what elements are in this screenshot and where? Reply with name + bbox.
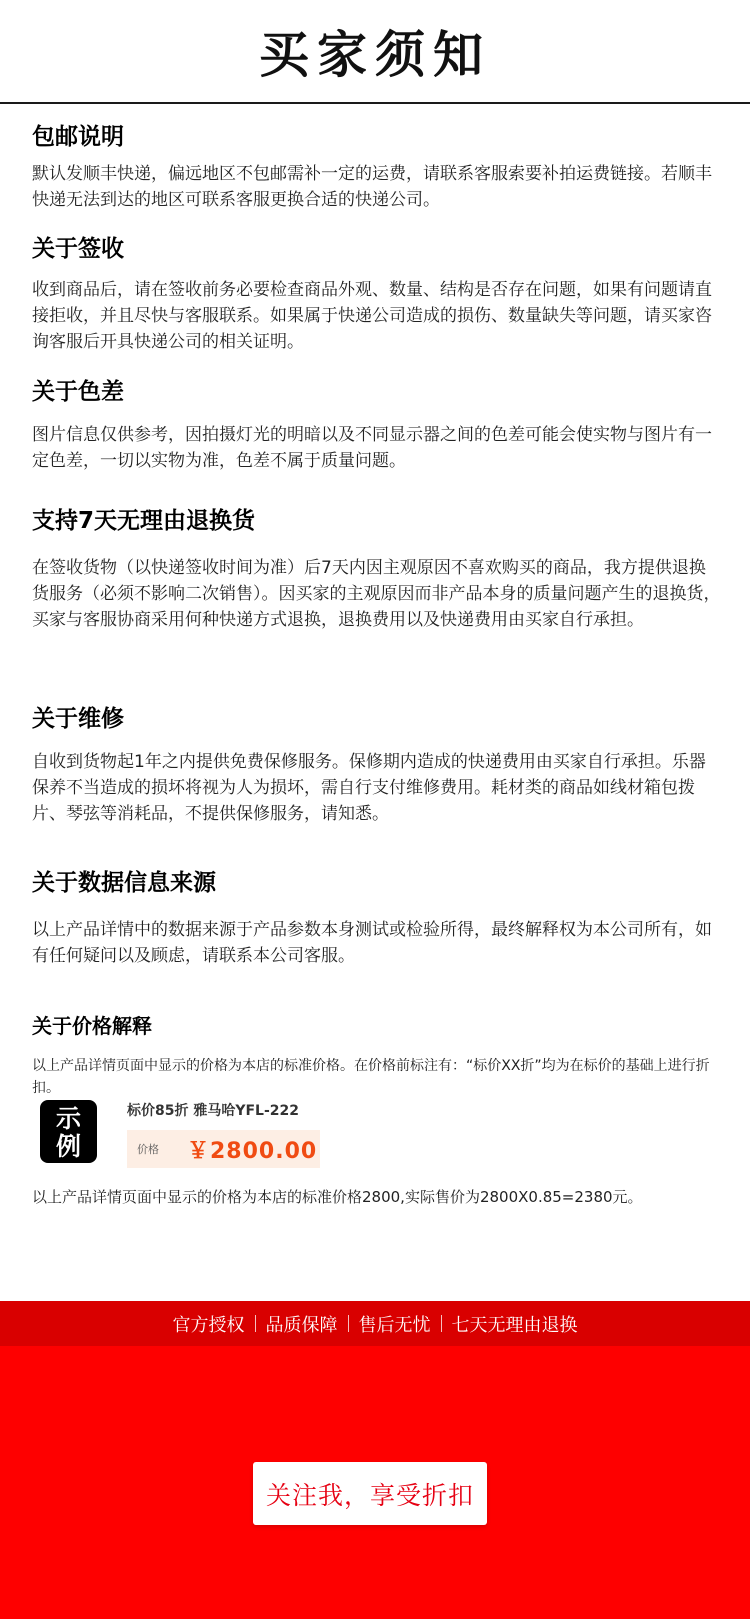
section-body-sign: 收到商品后，请在签收前务必要检查商品外观、数量、结构是否存在问题，如果有问题请直接拒收，并且尽快与客服联系。如果属于快递公司造成的损伤、数量缺失等问题，请买家咨询客服后开具快递公司的相关证明。: [32, 280, 712, 352]
section-body-repair: 自收到货物起1年之内提供免费保修服务。保修期内造成的快递费用由买家自行承担。乐器保养不当造成的损坏将视为人为损坏，需自行支付维修费用。耗材类的商品如线材箱包拨片、琴弦等消耗品，不提供保修服务，请知悉。: [32, 752, 706, 824]
section-data-source: [32, 864, 722, 969]
section-sign: [32, 230, 722, 355]
footer-guarantee-bar: [0, 1301, 750, 1346]
section-postage: [32, 118, 722, 213]
example-badge-line2: 例: [55, 1131, 81, 1161]
section-return: [32, 502, 722, 633]
example-price-label: 价格: [137, 1143, 159, 1156]
example-price-box: [127, 1130, 320, 1168]
footer-item-7day-return: 七天无理由退换: [451, 1314, 578, 1336]
section-color: [32, 373, 722, 474]
price-example-note: 以上产品详情页面中显示的价格为本店的标准价格2800,实际售价为2800X0.85=2380元。: [32, 1188, 643, 1206]
example-price-value: ￥2800.00: [187, 1138, 318, 1164]
example-badge: [40, 1100, 97, 1163]
section-body-return: 在签收货物（以快递签收时间为准）后7天内因主观原因不喜欢购买的商品，我方提供退换货服务（必须不影响二次销售）。因买家的主观原因而非产品本身的质量问题产生的退换货，买家与客服协商采用何种快递方式退换，退换费用以及快递费用由买家自行承担。: [32, 558, 721, 630]
section-body-price: 以上产品详情页面中显示的价格为本店的标准价格。在价格前标注有：“标价XX折”均为在标价的基础上进行折扣。: [32, 1058, 710, 1096]
section-body-color: 图片信息仅供参考，因拍摄灯光的明暗以及不同显示器之间的色差可能会使实物与图片有一定色差，一切以实物为准，色差不属于质量问题。: [32, 425, 712, 471]
section-repair: [32, 700, 722, 827]
footer-item-quality: 品质保障: [265, 1314, 338, 1336]
section-title-color: 关于色差: [32, 379, 124, 405]
section-price: [32, 1010, 722, 1099]
follow-discount-button[interactable]: 关注我，享受折扣: [253, 1462, 487, 1525]
section-title-data-source: 关于数据信息来源: [32, 870, 216, 896]
section-title-price: 关于价格解释: [32, 1014, 152, 1038]
page-title: 买家须知: [259, 26, 491, 84]
example-badge-line1: 示: [55, 1103, 81, 1133]
example-product-name: 标价85折 雅马哈YFL-222: [127, 1103, 300, 1119]
section-body-postage: 默认发顺丰快递，偏远地区不包邮需补一定的运费，请联系客服索要补拍运费链接。若顺丰快递无法到达的地区可联系客服更换合适的快递公司。: [32, 164, 712, 210]
footer-item-after-sales: 售后无忧: [358, 1314, 431, 1336]
page-header: [0, 0, 750, 104]
section-title-postage: 包邮说明: [32, 124, 124, 150]
footer-item-official: 官方授权: [172, 1314, 245, 1336]
example-info: [127, 1100, 320, 1168]
price-example: [40, 1100, 320, 1168]
section-title-repair: 关于维修: [32, 706, 124, 732]
section-title-sign: 关于签收: [32, 236, 124, 262]
footer-banner: [0, 1301, 750, 1619]
section-title-return: 支持7天无理由退换货: [32, 508, 256, 534]
section-body-data-source: 以上产品详情中的数据来源于产品参数本身测试或检验所得，最终解释权为本公司所有，如有任何疑问以及顾虑，请联系本公司客服。: [32, 920, 712, 966]
